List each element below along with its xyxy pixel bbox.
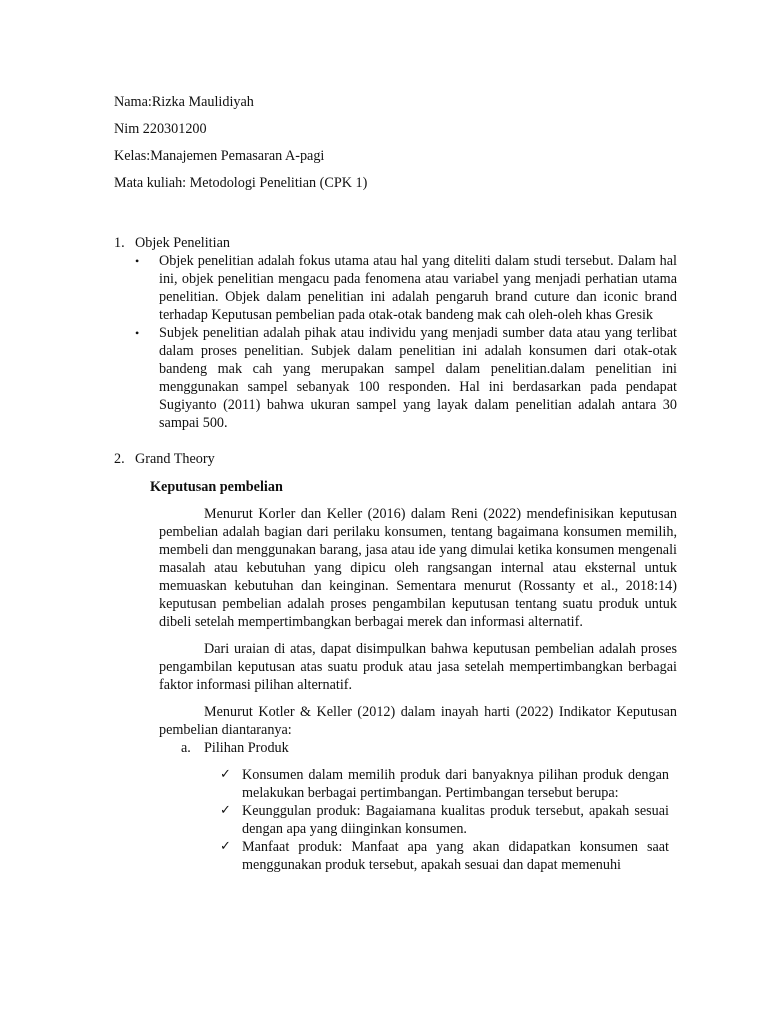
document-body (114, 234, 677, 874)
sublist-label: a. (181, 740, 191, 756)
list-item (220, 802, 669, 838)
check-text: Konsumen dalam memilih produk dari banyaknya pilihan produk dengan melakukan berbagai pertimbangan. Pertimbangan tersebut berupa: (242, 767, 669, 801)
paragraph: Menurut Korler dan Keller (2016) dalam Reni (2022) mendefinisikan keputusan pembelian adalah bagian dari perilaku konsumen, tentang bagaimana konsumen memilih, membeli dan menggunakan barang, jasa atau ide yang dimulai ketika konsumen mengenali masalah atau kebutuhan yang dipicu oleh rangsangan internal atau eksternal untuk memuaskan kebutuhan dan keinginan. Sementara menurut (Rossanty et al., 2018:14) keputusan pembelian adalah proses pengambilan keputusan tentang suatu produk untuk dibeli setelah mempertimbangkan berbagai merek dan informasi alternatif. (159, 506, 677, 630)
name-line: Nama:Rizka Maulidiyah (114, 94, 254, 110)
list-item (220, 766, 669, 802)
course-line: Mata kuliah: Metodologi Penelitian (CPK 1) (114, 175, 368, 191)
objek-bullet-list (135, 252, 677, 432)
check-text: Manfaat produk: Manfaat apa yang akan didapatkan konsumen saat menggunakan produk tersebut, apakah sesuai dan dapat memenuhi (242, 839, 669, 873)
section-objek-penelitian (114, 234, 677, 252)
section-number: 1. (114, 235, 125, 251)
nim-line: Nim 220301200 (114, 121, 207, 137)
paragraph: Menurut Kotler & Keller (2012) dalam inayah harti (2022) Indikator Keputusan pembelian diantaranya: (159, 704, 677, 738)
section-title: Objek Penelitian (135, 235, 230, 251)
checkmark-list (114, 766, 669, 874)
list-item (220, 838, 669, 874)
sublist-title: Pilihan Produk (204, 740, 289, 756)
section-grand-theory (114, 450, 677, 468)
bullet-text: Objek penelitian adalah fokus utama atau hal yang diteliti dalam studi tersebut. Dalam hal ini, objek penelitian mengacu pada fenomena atau variabel yang menjadi perhatian utama penelitian. Objek dalam penelitian ini adalah pengaruh brand cuture dan iconic brand terhadap Keputusan pembelian pada otak-otak bandeng mak cah oleh-oleh khas Gresik (159, 253, 677, 323)
check-text: Keunggulan produk: Bagaiamana kualitas produk tersebut, apakah sesuai dengan apa yang diinginkan konsumen. (242, 803, 669, 837)
list-item (135, 324, 677, 432)
checkmark-icon: ✓ (220, 767, 231, 782)
sublist-pilihan-produk (181, 739, 677, 757)
list-item (135, 252, 677, 324)
bullet-icon: • (135, 254, 140, 268)
section-title: Grand Theory (135, 451, 215, 467)
class-line: Kelas:Manajemen Pemasaran A-pagi (114, 148, 325, 164)
subheading-keputusan-pembelian: Keputusan pembelian (150, 479, 283, 495)
student-info (114, 93, 714, 201)
checkmark-icon: ✓ (220, 839, 231, 854)
section-number: 2. (114, 451, 125, 467)
checkmark-icon: ✓ (220, 803, 231, 818)
bullet-icon: • (135, 326, 140, 340)
bullet-text: Subjek penelitian adalah pihak atau individu yang menjadi sumber data atau yang terlibat dalam proses penelitian. Subjek dalam penelitian ini adalah konsumen dari otak-otak bandeng mak cah yang merupakan sampel dalam penelitian.dalam penelitian ini menggunakan sampel sebanyak 100 responden. Hal ini berdasarkan pada pendapat Sugiyanto (2011) bahwa ukuran sampel yang layak dalam penelitian adalah antara 30 sampai 500. (159, 325, 677, 431)
paragraph: Dari uraian di atas, dapat disimpulkan bahwa keputusan pembelian adalah proses pengambilan keputusan atas suatu produk atau jasa setelah mempertimbangkan berbagai faktor informasi pilihan alternatif. (159, 641, 677, 693)
